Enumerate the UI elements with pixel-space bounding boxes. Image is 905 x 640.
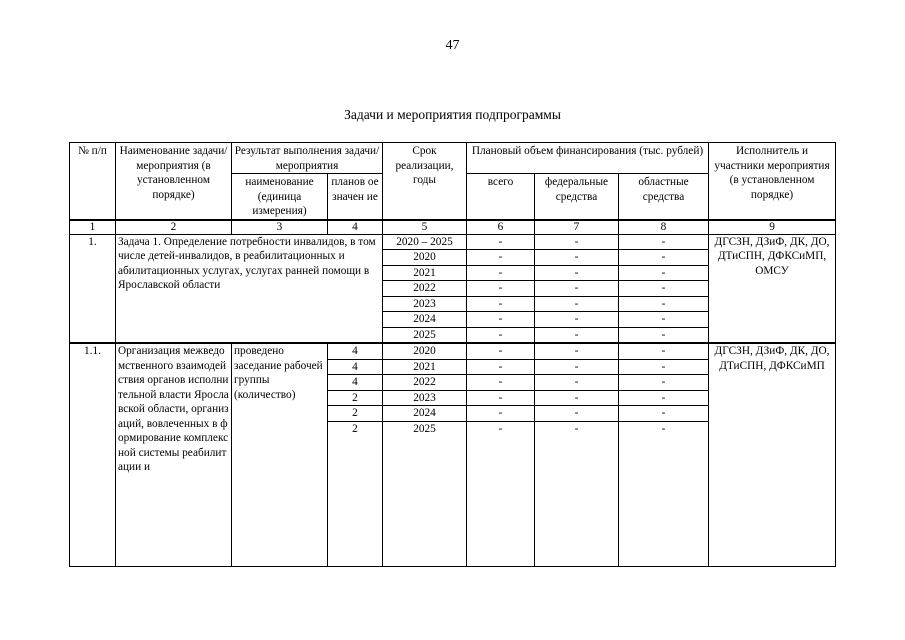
measure11-num: 1.1. (70, 343, 116, 567)
header-row (70, 143, 836, 174)
total-cell: - (467, 265, 535, 281)
plan-cell: 2 (328, 390, 383, 406)
table-row (70, 234, 836, 250)
term-cell: 2021 (383, 359, 467, 375)
header-result-plan: планов ое значен ие (328, 174, 383, 220)
term-cell: 2023 (383, 390, 467, 406)
total-cell: - (467, 296, 535, 312)
regional-cell: - (619, 343, 709, 359)
measures-table (69, 142, 836, 567)
term-cell: 2022 (383, 281, 467, 297)
regional-cell: - (619, 312, 709, 328)
term-cell: 2024 (383, 406, 467, 422)
header-executor: Исполнитель и участники мероприятия (в установленном порядке) (709, 143, 836, 220)
total-cell: - (467, 406, 535, 422)
total-cell: - (467, 359, 535, 375)
federal-cell: - (535, 312, 619, 328)
column-number: 8 (619, 220, 709, 235)
column-number: 2 (116, 220, 232, 235)
total-cell: - (467, 421, 535, 436)
federal-cell: - (535, 327, 619, 343)
task1-num: 1. (70, 234, 116, 343)
term-cell: 2022 (383, 375, 467, 391)
plan-cell: 2 (328, 406, 383, 422)
plan-cell: 4 (328, 343, 383, 359)
header-result-name: наименование (единица измерения) (232, 174, 328, 220)
column-number: 4 (328, 220, 383, 235)
federal-cell: - (535, 359, 619, 375)
regional-cell: - (619, 327, 709, 343)
header-fin-federal: федеральные средства (535, 174, 619, 220)
federal-cell: - (535, 343, 619, 359)
header-term: Срок реализации, годы (383, 143, 467, 220)
table-row (70, 343, 836, 359)
federal-cell: - (535, 281, 619, 297)
measure11-executor: ДГСЗН, ДЗиФ, ДК, ДО, ДТиСПН, ДФКСиМП (709, 343, 836, 567)
plan-cell: 4 (328, 359, 383, 375)
header-num: № п/п (70, 143, 116, 220)
document-title: Задачи и мероприятия подпрограммы (344, 107, 561, 122)
total-cell: - (467, 250, 535, 266)
federal-cell: - (535, 265, 619, 281)
regional-cell: - (619, 375, 709, 391)
federal-cell: - (535, 375, 619, 391)
regional-cell: - (619, 250, 709, 266)
regional-cell: - (619, 421, 709, 436)
regional-cell: - (619, 359, 709, 375)
column-number: 1 (70, 220, 116, 235)
header-fin-regional: областные средства (619, 174, 709, 220)
term-cell: 2020 (383, 250, 467, 266)
term-cell: 2021 (383, 265, 467, 281)
federal-cell: - (535, 250, 619, 266)
total-cell: - (467, 281, 535, 297)
column-number-row (70, 220, 836, 235)
total-cell: - (467, 312, 535, 328)
column-number: 7 (535, 220, 619, 235)
header-finance: Плановый объем финансирования (тыс. рублей) (467, 143, 709, 174)
total-cell: - (467, 327, 535, 343)
column-number: 9 (709, 220, 836, 235)
plan-cell: 4 (328, 375, 383, 391)
task1-executor: ДГСЗН, ДЗиФ, ДК, ДО, ДТиСПН, ДФКСиМП, ОМСУ (709, 234, 836, 343)
header-result: Результат выполнения задачи/мероприятия (232, 143, 383, 174)
column-number: 3 (232, 220, 328, 235)
federal-cell: - (535, 296, 619, 312)
term-cell: 2025 (383, 327, 467, 343)
term-cell: 2020 – 2025 (383, 234, 467, 250)
total-cell: - (467, 390, 535, 406)
term-cell: 2023 (383, 296, 467, 312)
term-cell: 2025 (383, 421, 467, 436)
regional-cell: - (619, 281, 709, 297)
total-cell: - (467, 343, 535, 359)
term-cell: 2020 (383, 343, 467, 359)
regional-cell: - (619, 234, 709, 250)
header-fin-total: всего (467, 174, 535, 220)
total-cell: - (467, 234, 535, 250)
term-cell: 2024 (383, 312, 467, 328)
federal-cell: - (535, 234, 619, 250)
federal-cell: - (535, 421, 619, 436)
column-number: 5 (383, 220, 467, 235)
regional-cell: - (619, 406, 709, 422)
regional-cell: - (619, 296, 709, 312)
measure11-name: Организация межведомственного взаимодействия органов исполнительной власти Ярославской области, организаций, вовлеченных в формирование комплексной системы реабилитации и (116, 343, 232, 567)
page-number: 47 (445, 38, 460, 53)
regional-cell: - (619, 390, 709, 406)
federal-cell: - (535, 406, 619, 422)
header-name: Наименование задачи/ мероприятия (в установленном порядке) (116, 143, 232, 220)
measure11-result-name: проведено заседание рабочей группы (количество) (232, 343, 328, 567)
regional-cell: - (619, 265, 709, 281)
column-number: 6 (467, 220, 535, 235)
task1-name: Задача 1. Определение потребности инвалидов, в том числе детей-инвалидов, в реабилитационных и абилитационных услугах, услугах ранней помощи в Ярославской области (116, 234, 383, 343)
federal-cell: - (535, 390, 619, 406)
plan-cell: 2 (328, 421, 383, 436)
total-cell: - (467, 375, 535, 391)
